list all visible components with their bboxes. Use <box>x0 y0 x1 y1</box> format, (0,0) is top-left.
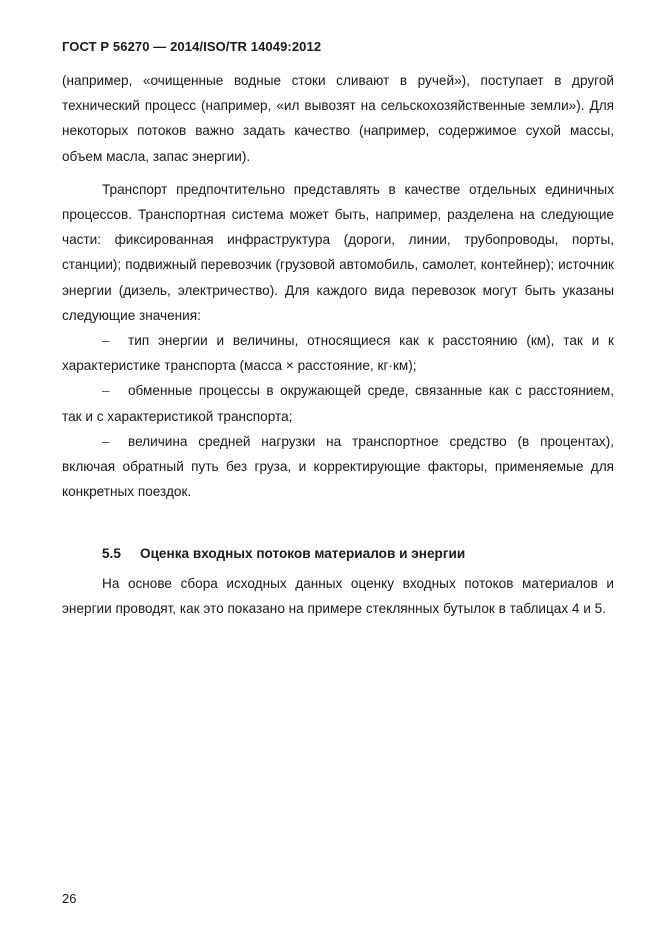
list-item-text: величина средней нагрузки на транспортное средство (в процентах), включая обратный путь без груза, и корректирующие факторы, применяемые для конкретных поездок. <box>62 433 614 500</box>
paragraph-transport: Транспорт предпочтительно представлять в качестве отдельных единичных процессов. Транспортная система может быть, например, разделена на следующие части: фиксированная инфраструктура (дороги, линии, трубопроводы, порты, станции); подвижный перевозчик (грузовой автомобиль, самолет, контейнер); источник энергии (дизель, электричество). Для каждого вида перевозок могут быть указаны следующие значения: <box>62 181 614 323</box>
dash-marker: – <box>102 433 110 449</box>
dash-marker: – <box>102 333 110 349</box>
section-heading <box>102 546 465 561</box>
list-item <box>62 378 614 428</box>
section-number: 5.5 <box>102 546 121 561</box>
paragraph-continuation: (например, «очищенные водные стоки сливают в ручей»), поступает в другой технический процесс (например, «ил вывозят на сельскохозяйственные земли»). Для некоторых потоков важно задать качество (например, содержимое сухой массы, объем масла, запас энергии). <box>62 73 614 164</box>
section-body <box>62 571 614 621</box>
main-text <box>62 68 614 504</box>
list-item-text: обменные процессы в окружающей среде, связанные как с расстоянием, так и с характеристикой транспорта; <box>62 383 614 424</box>
section-paragraph: На основе сбора исходных данных оценку входных потоков материалов и энергии проводят, как это показано на примере стеклянных бутылок в таблицах 4 и 5. <box>62 576 614 617</box>
section-title: Оценка входных потоков материалов и энергии <box>140 546 466 561</box>
list-item <box>62 429 614 505</box>
list-item-text: тип энергии и величины, относящиеся как к расстоянию (км), так и к характеристике транспорта (масса × расстояние, кг·км); <box>62 333 614 374</box>
document-header: ГОСТ Р 56270 — 2014/ISO/TR 14049:2012 <box>62 39 322 54</box>
page-number: 26 <box>62 891 77 906</box>
dash-marker: – <box>102 383 110 399</box>
list-item <box>62 328 614 378</box>
